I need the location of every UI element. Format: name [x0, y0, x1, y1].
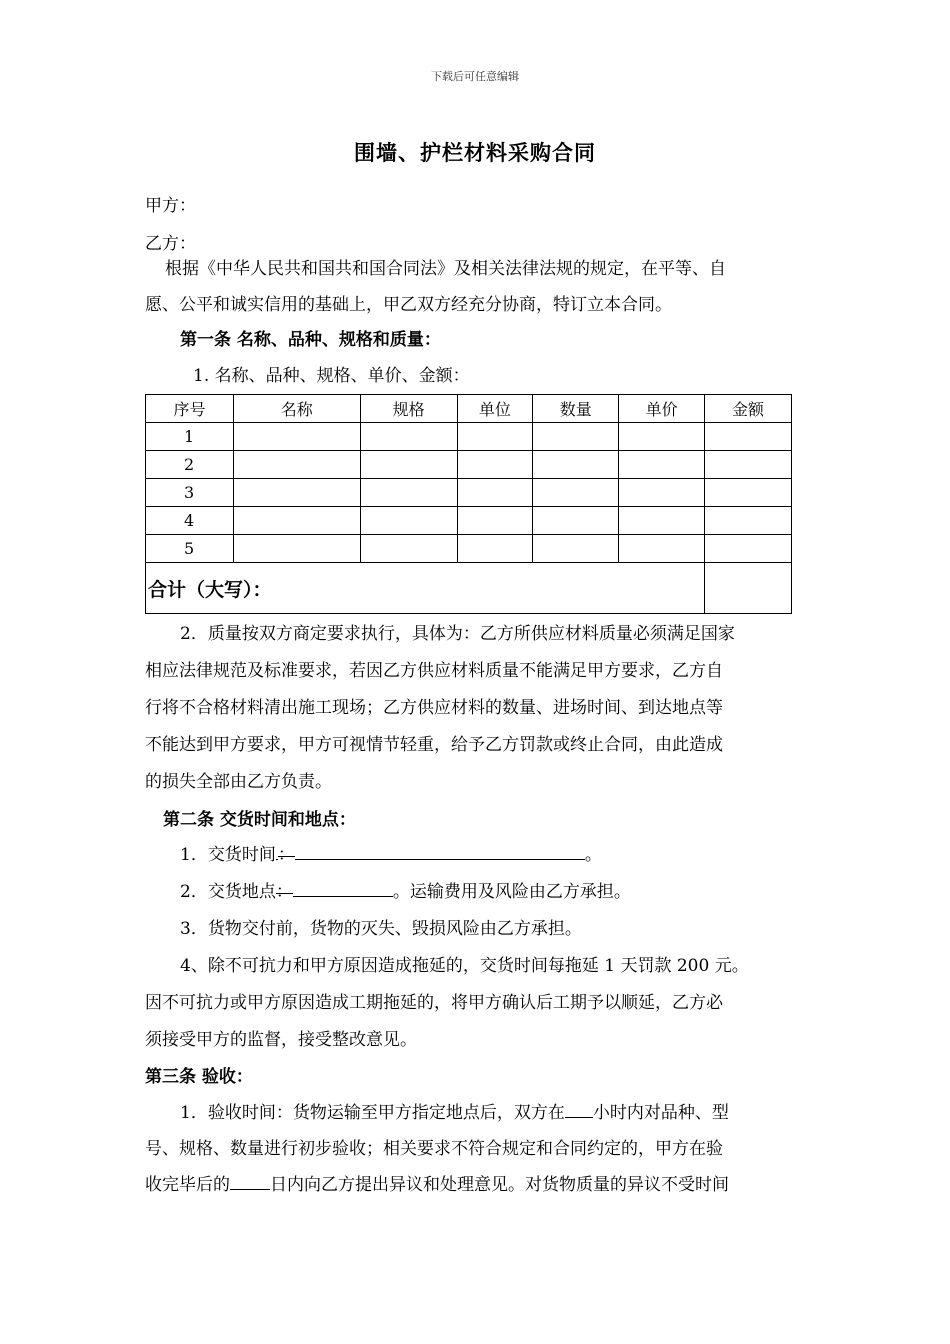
table-cell	[233, 507, 360, 535]
total-amount-cell	[705, 563, 792, 614]
table-header-cell: 单位	[457, 395, 533, 423]
table-header-cell: 序号	[146, 395, 234, 423]
table-row	[146, 423, 792, 451]
table-cell	[705, 479, 792, 507]
table-cell	[533, 535, 619, 563]
table-header-cell: 名称	[233, 395, 360, 423]
article-3-title: 第三条 验收：	[145, 1067, 253, 1087]
table-row	[146, 535, 792, 563]
delivery-place-label: 2．交货地点	[180, 882, 276, 902]
table-header-cell: 规格	[360, 395, 457, 423]
acceptance-text-c: 收完毕后的	[145, 1175, 230, 1195]
delivery-time-fill	[295, 843, 585, 860]
table-cell	[457, 479, 533, 507]
quality-line-2: 相应法律规范及标准要求，若因乙方供应材料质量不能满足甲方要求，乙方自	[145, 661, 723, 681]
table-header-cell: 数量	[533, 395, 619, 423]
quality-line-4: 不能达到甲方要求，甲方可视情节轻重，给予乙方罚款或终止合同，由此造成	[145, 735, 723, 755]
delivery-place-colon: ：	[276, 877, 293, 894]
quality-line-1: 2．质量按双方商定要求执行，具体为：乙方所供应材料质量必须满足国家	[180, 624, 735, 644]
materials-table	[145, 394, 792, 614]
table-cell	[233, 423, 360, 451]
table-cell	[705, 423, 792, 451]
table-header-cell: 单价	[619, 395, 705, 423]
article-3-item-1-line-2: 号、规格、数量进行初步验收；相关要求不符合规定和合同约定的，甲方在验	[145, 1139, 723, 1159]
quality-line-5: 的损失全部由乙方负责。	[145, 772, 332, 792]
table-cell	[360, 451, 457, 479]
table-cell	[457, 535, 533, 563]
row-number: 2	[146, 451, 234, 479]
table-cell	[457, 451, 533, 479]
table-cell	[360, 423, 457, 451]
table-cell	[533, 451, 619, 479]
row-number: 4	[146, 507, 234, 535]
table-cell	[705, 535, 792, 563]
article-2-item-2	[180, 877, 845, 902]
table-cell	[233, 451, 360, 479]
table-cell	[705, 507, 792, 535]
delivery-place-fill	[293, 880, 393, 897]
intro-line-2: 愿、公平和诚实信用的基础上，甲乙双方经充分协商，特订立本合同。	[145, 295, 672, 315]
row-number: 1	[146, 423, 234, 451]
table-header-cell: 金额	[705, 395, 792, 423]
article-1-item-1: 1. 名称、品种、规格、单价、金额：	[193, 366, 470, 386]
party-a-label: 甲方：	[145, 196, 196, 216]
table-cell	[533, 507, 619, 535]
table-header-row	[146, 395, 792, 423]
acceptance-text-a: 1．验收时间：货物运输至甲方指定地点后，双方在	[180, 1103, 565, 1123]
article-2-item-1	[180, 840, 845, 865]
delivery-time-end: 。	[584, 845, 602, 865]
table-cell	[457, 423, 533, 451]
table-cell	[233, 479, 360, 507]
table-cell	[619, 423, 705, 451]
table-cell	[360, 535, 457, 563]
acceptance-hours-blank	[565, 1101, 593, 1118]
row-number: 5	[146, 535, 234, 563]
article-3-item-1-line-3	[145, 1170, 810, 1195]
acceptance-text-b: 小时内对品种、型	[592, 1103, 729, 1123]
table-cell	[360, 507, 457, 535]
article-2-item-3: 3．货物交付前，货物的灭失、毁损风险由乙方承担。	[180, 919, 582, 939]
article-3-item-1-line-1	[180, 1098, 845, 1123]
contract-title: 围墙、护栏材料采购合同	[354, 141, 596, 165]
table-cell	[619, 479, 705, 507]
header-note: 下载后可任意编辑	[431, 70, 519, 83]
delivery-time-label: 1．交货时间	[180, 845, 276, 865]
row-number: 3	[146, 479, 234, 507]
quality-line-3: 行将不合格材料清出施工现场；乙方供应材料的数量、进场时间、到达地点等	[145, 698, 723, 718]
table-cell	[619, 451, 705, 479]
table-row	[146, 507, 792, 535]
article-2-title: 第二条 交货时间和地点：	[163, 810, 356, 830]
acceptance-days-blank	[230, 1173, 270, 1190]
total-label: 合计（大写）：	[146, 563, 705, 614]
table-row	[146, 479, 792, 507]
table-cell	[457, 507, 533, 535]
article-2-item-4-line-3: 须接受甲方的监督，接受整改意见。	[145, 1030, 417, 1050]
delivery-place-tail: 。运输费用及风险由乙方承担。	[392, 882, 631, 902]
delivery-time-colon: ：	[278, 840, 295, 857]
table-cell	[705, 451, 792, 479]
table-cell	[360, 479, 457, 507]
party-b-label: 乙方：	[145, 234, 196, 254]
table-cell	[233, 535, 360, 563]
article-2-item-4-line-1: 4、除不可抗力和甲方原因造成拖延的，交货时间每拖延 1 天罚款 200 元。	[180, 956, 749, 976]
article-1-title: 第一条 名称、品种、规格和质量：	[180, 330, 441, 350]
table-total-row	[146, 563, 792, 614]
table-cell	[619, 535, 705, 563]
table-cell	[619, 507, 705, 535]
table-cell	[533, 423, 619, 451]
intro-line-1: 根据《中华人民共和国共和国合同法》及相关法律法规的规定，在平等、自	[165, 259, 726, 279]
table-row	[146, 451, 792, 479]
table-cell	[533, 479, 619, 507]
article-2-item-4-line-2: 因不可抗力或甲方原因造成工期拖延的，将甲方确认后工期予以顺延，乙方必	[145, 993, 723, 1013]
acceptance-text-d: 日内向乙方提出异议和处理意见。对货物质量的异议不受时间	[270, 1175, 729, 1195]
